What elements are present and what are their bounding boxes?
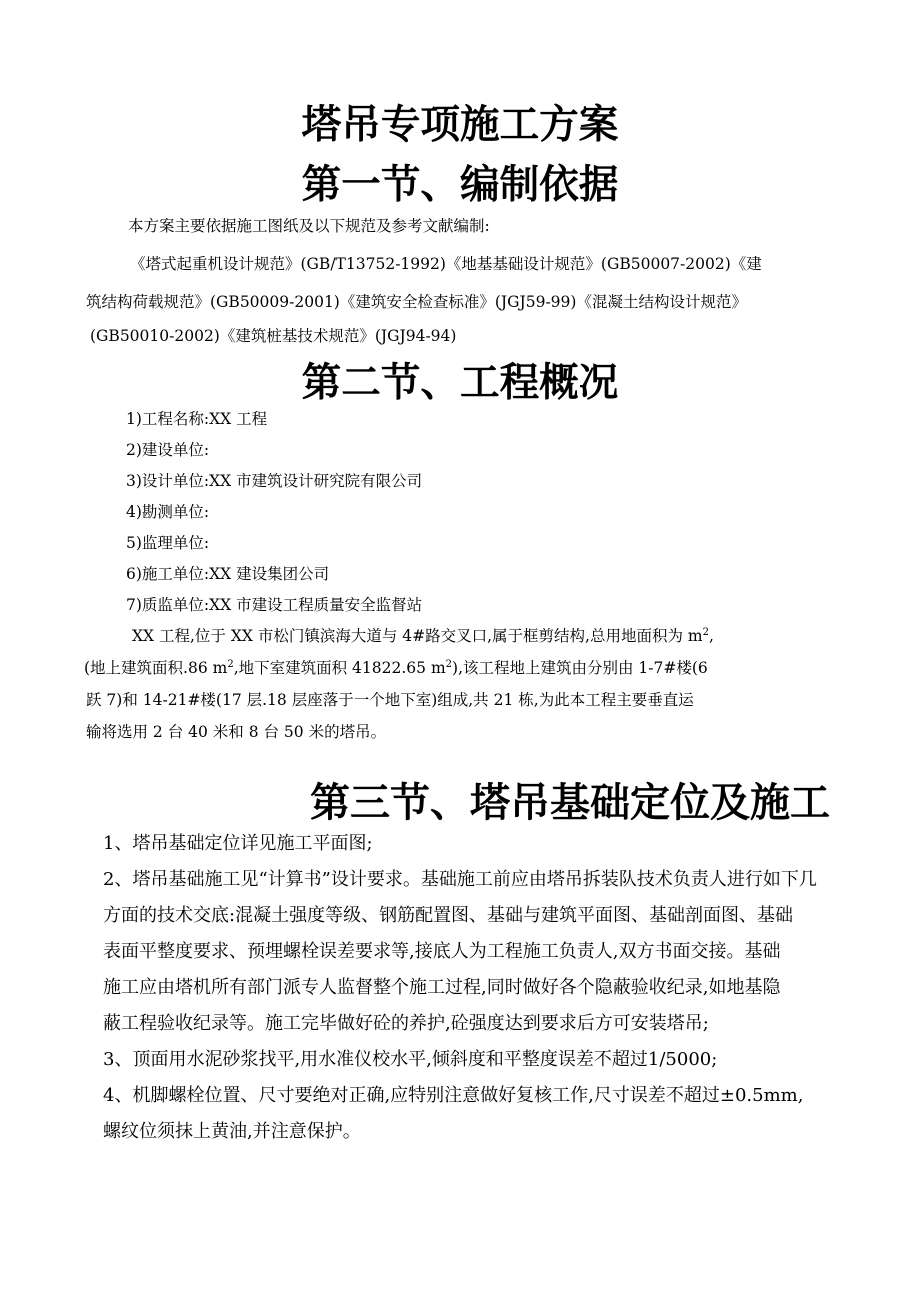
section-3-line: 2、塔吊基础施工见“计算书”设计要求。基础施工前应由塔吊拆装队技术负责人进行如下几 (103, 869, 817, 890)
para-text: (地上建筑面积.86 m (84, 659, 228, 677)
section-3-line: 3、顶面用水泥砂浆找平,用水准仪校水平,倾斜度和平整度误差不超过1/5000; (103, 1049, 718, 1070)
section-1-heading: 第一节、编制依据 (301, 162, 619, 208)
project-item: 5)监理单位: (126, 534, 210, 552)
section-1-line: 《塔式起重机设计规范》(GB/T13752-1992)《地基基础设计规范》(GB50007-2002)《建 (130, 255, 762, 273)
section-3-line: 施工应由塔机所有部门派专人监督整个施工过程,同时做好各个隐蔽验收纪录,如地基隐 (103, 977, 781, 998)
document-title: 塔吊专项施工方案 (301, 102, 619, 148)
project-item: 1)工程名称:XX 工程 (126, 410, 268, 428)
section-3-line: 方面的技术交底:混凝土强度等级、钢筋配置图、基础与建筑平面图、基础剖面图、基础 (103, 905, 794, 926)
section-3-line: 1、塔吊基础定位详见施工平面图; (103, 833, 373, 854)
project-item: 2)建设单位: (126, 441, 210, 459)
project-paragraph-line: 输将选用 2 台 40 米和 8 台 50 米的塔吊。 (86, 723, 387, 741)
para-text: XX 工程,位于 XX 市松门镇滨海大道与 4#路交叉口,属于框剪结构,总用地面积为 m (132, 627, 703, 645)
section-3-heading: 第三节、塔吊基础定位及施工 (310, 779, 830, 826)
project-item: 6)施工单位:XX 建设集团公司 (126, 565, 330, 583)
section-3-line: 蔽工程验收纪录等。施工完毕做好砼的养护,砼强度达到要求后方可安装塔吊; (103, 1013, 709, 1034)
para-text: , (708, 627, 714, 645)
project-paragraph-line: 跃 7)和 14-21#楼(17 层.18 层座落于一个地下室)组成,共 21 栋,为此本工程主要垂直运 (86, 691, 694, 709)
superscript: 2 (227, 658, 234, 670)
section-3-line: 螺纹位须抹上黄油,并注意保护。 (103, 1121, 361, 1142)
section-3-line: 4、机脚螺栓位置、尺寸要绝对正确,应特别注意做好复核工作,尺寸误差不超过±0.5mm, (103, 1085, 804, 1106)
section-3-line: 表面平整度要求、预埋螺栓误差要求等,接底人为工程施工负责人,双方书面交接。基础 (103, 941, 781, 962)
project-item: 3)设计单位:XX 市建筑设计研究院有限公司 (126, 472, 423, 490)
project-item: 7)质监单位:XX 市建设工程质量安全监督站 (126, 596, 423, 614)
superscript: 2 (445, 658, 453, 670)
section-1-line: (GB50010-2002)《建筑桩基技术规范》(JGJ94-94) (90, 327, 457, 345)
section-2-heading: 第二节、工程概况 (301, 360, 619, 406)
superscript: 2 (702, 626, 709, 638)
section-1-line: 筑结构荷载规范》(GB50009-2001)《建筑安全检查标准》(JGJ59-99)《混凝土结构设计规范》 (86, 293, 747, 311)
project-paragraph-line (84, 655, 708, 681)
para-text: ),该工程地上建筑由分别由 1-7#楼(6 (452, 659, 708, 677)
para-text: ,地下室建筑面积 41822.65 m (233, 659, 446, 677)
project-item: 4)勘测单位: (126, 503, 210, 521)
project-paragraph-line (132, 623, 714, 649)
section-1-intro: 本方案主要依据施工图纸及以下规范及参考文献编制: (128, 217, 490, 235)
